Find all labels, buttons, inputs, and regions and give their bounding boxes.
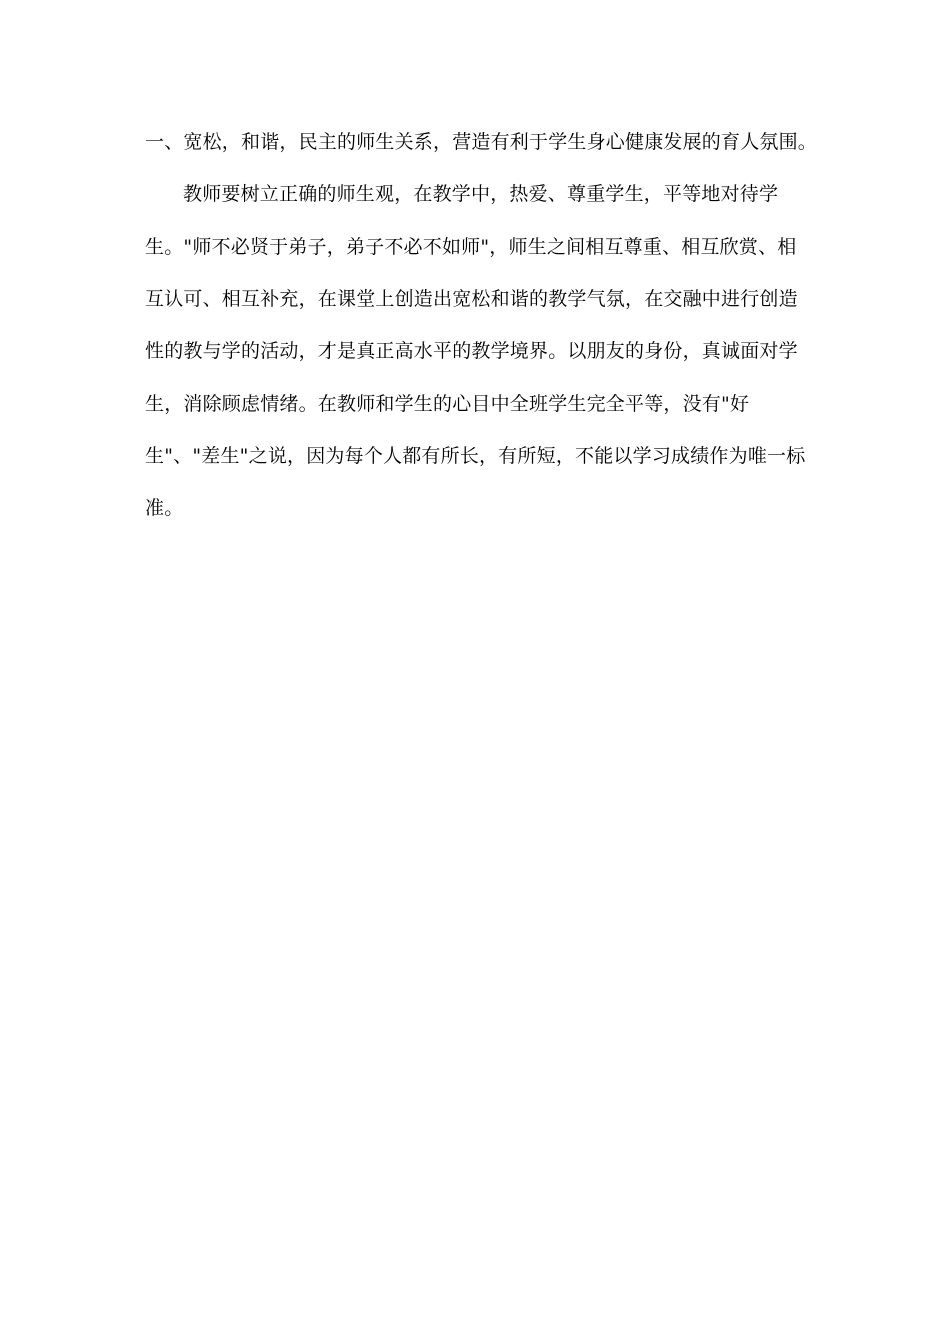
paragraph-line: 生"、"差生"之说，因为每个人都有所长，有所短，不能以学习成绩作为唯一标 xyxy=(145,445,806,467)
paragraph-line: 互认可、相互补充，在课堂上创造出宽松和谐的教学气氛，在交融中进行创造 xyxy=(145,288,798,310)
paragraph-line: 准。 xyxy=(145,497,184,519)
paragraph-line: 生。"师不必贤于弟子，弟子不必不如师"，师生之间相互尊重、相互欣赏、相 xyxy=(145,236,797,258)
section-heading: 一、宽松，和谐，民主的师生关系，营造有利于学生身心健康发展的育人氛围。 xyxy=(145,131,818,153)
paragraph-line: 生，消除顾虑情绪。在教师和学生的心目中全班学生完全平等，没有"好 xyxy=(145,393,750,415)
paragraph-line: 性的教与学的活动，才是真正高水平的教学境界。以朋友的身份，真诚面对学 xyxy=(145,340,798,362)
paragraph-line: 教师要树立正确的师生观，在教学中，热爱、尊重学生，平等地对待学 xyxy=(183,183,779,205)
